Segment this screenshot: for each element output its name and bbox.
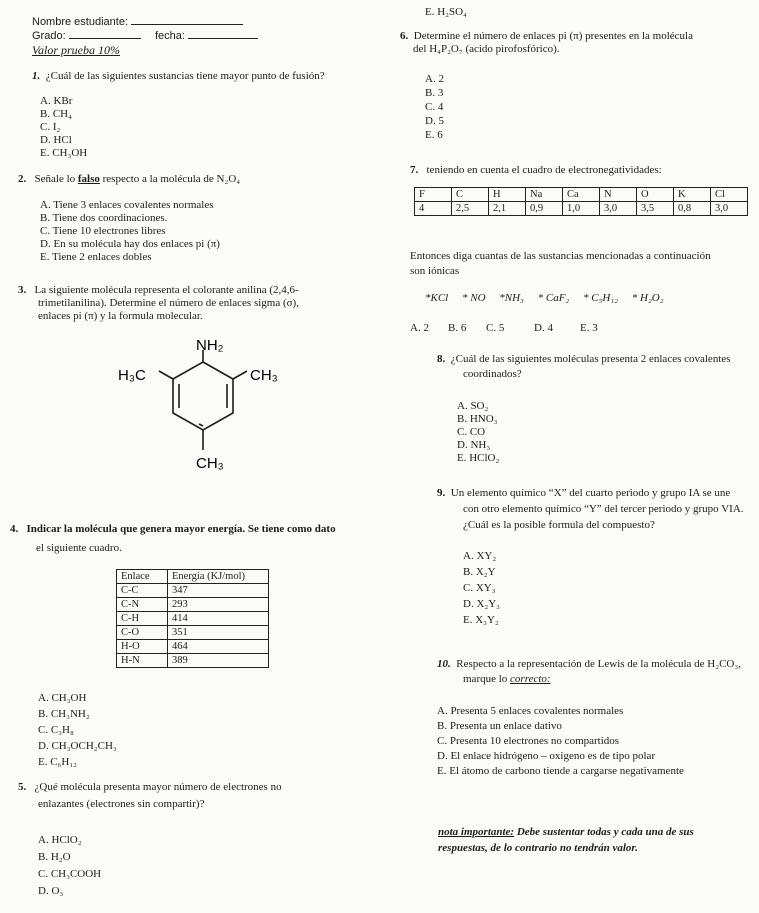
q7-option-c[interactable]: C. 5 — [486, 322, 505, 334]
q10-option-b[interactable]: B. Presenta un enlace dativo — [437, 720, 562, 732]
q4-option-a[interactable]: A. CH₃OH — [38, 692, 87, 704]
q7-option-e[interactable]: E. 3 — [580, 322, 598, 334]
element-cell: C — [452, 188, 489, 202]
table-row — [117, 598, 269, 612]
q9-option-d[interactable]: D. X₂Y₃ — [463, 598, 501, 610]
q8-option-c[interactable]: C. CO — [457, 426, 486, 438]
nh2-group: NH₂ — [196, 337, 224, 354]
question-8-line1: 8. ¿Cuál de las siguientes moléculas presenta 2 enlaces covalentes — [437, 353, 731, 365]
q2-option-a[interactable]: A. Tiene 3 enlaces covalentes normales — [40, 199, 214, 211]
table-header-row — [117, 570, 269, 584]
energy-cell: 351 — [168, 626, 269, 640]
q6-option-e[interactable]: E. 6 — [425, 129, 443, 141]
benzene-ring — [173, 362, 233, 430]
value-cell: 0,9 — [526, 202, 563, 216]
element-cell: O — [637, 188, 674, 202]
question-4: 4. Indicar la molécula que genera mayor energía. Se tiene como dato — [10, 523, 336, 535]
q4-option-e[interactable]: E. C₆H₁₂ — [38, 756, 78, 768]
grade-field[interactable] — [69, 38, 141, 39]
table-row — [117, 640, 269, 654]
grade-label: Grado: — [32, 30, 141, 43]
trimethylaniline-structure — [100, 330, 320, 490]
question-7-line1: Entonces diga cuantas de las sustancias mencionadas a continuación — [410, 250, 711, 262]
student-name-label: Nombre estudiante: — [32, 16, 243, 29]
date-field[interactable] — [188, 38, 258, 39]
element-cell: H — [489, 188, 526, 202]
element-cell: Ca — [563, 188, 600, 202]
q2-option-c[interactable]: C. Tiene 10 electrones libres — [40, 225, 166, 237]
question-7: 7. teniendo en cuenta el cuadro de electronegatividades: — [410, 164, 662, 176]
q10-option-c[interactable]: C. Presenta 10 electrones no compartidos — [437, 735, 620, 747]
question-2: 2. Señale lo falso respecto a la molécula de N₂O₄ — [18, 173, 241, 185]
q9-option-c[interactable]: C. XY₃ — [463, 582, 496, 594]
question-10-line1: 10. Respecto a la representación de Lewis de la molécula de H₂CO₃, — [437, 658, 741, 670]
energy-cell: 347 — [168, 584, 269, 598]
question-9-line2: con otro elemento químico “Y” del tercer periodo y grupo VIA. — [463, 503, 744, 515]
q1-option-a[interactable]: A. KBr — [40, 95, 73, 107]
question-7-line2: son iónicas — [410, 265, 460, 277]
energy-cell: 293 — [168, 598, 269, 612]
q6-option-a[interactable]: A. 2 — [425, 73, 444, 85]
date-label: fecha: — [155, 30, 258, 43]
question-3-line3: enlaces pi (π) y la formula molecular. — [38, 310, 203, 322]
element-cell: F — [415, 188, 452, 202]
question-8-line2: coordinados? — [463, 368, 522, 380]
bond-cell: C-O — [117, 626, 168, 640]
q8-option-b[interactable]: B. HNO₃ — [457, 413, 498, 425]
value-cell: 3,0 — [600, 202, 637, 216]
q1-option-d[interactable]: D. HCl — [40, 134, 72, 146]
table-row — [117, 654, 269, 668]
table-row — [117, 612, 269, 626]
value-cell: 3,0 — [711, 202, 748, 216]
question-5-line1: 5. ¿Qué molécula presenta mayor número de electrones no — [18, 781, 282, 793]
q8-option-d[interactable]: D. NH₃ — [457, 439, 491, 451]
table-row — [117, 584, 269, 598]
value-cell: 4 — [415, 202, 452, 216]
ch3-right-group: CH₃ — [250, 367, 278, 384]
q7-substances-list: *KCl * NO *NH₃ * CaF₂ * C₅H₁₂ * H₂O₂ — [425, 292, 664, 304]
element-cell: Na — [526, 188, 563, 202]
q6-option-b[interactable]: B. 3 — [425, 87, 444, 99]
q10-option-d[interactable]: D. El enlace hidrógeno – oxigeno es de tipo polar — [437, 750, 656, 762]
bond-cell: H-O — [117, 640, 168, 654]
question-6-line2: del H₄P₂O₇ (acido pirofosfórico). — [413, 43, 560, 55]
bond-cell: C-H — [117, 612, 168, 626]
question-9-line1: 9. Un elemento químico “X” del cuarto periodo y grupo IA se une — [437, 487, 731, 499]
element-cell: Cl — [711, 188, 748, 202]
q4-option-c[interactable]: C. C₃H₈ — [38, 724, 74, 736]
q5-option-e[interactable]: E. H₂SO₄ — [425, 6, 467, 18]
value-cell: 1,0 — [563, 202, 600, 216]
q8-option-a[interactable]: A. SO₂ — [457, 400, 489, 412]
question-3-line1: 3. La siguiente molécula representa el colorante anilina (2,4,6- — [18, 284, 299, 296]
bond-cell: H-N — [117, 654, 168, 668]
student-name-field[interactable] — [131, 24, 243, 25]
q1-option-c[interactable]: C. I₂ — [40, 121, 61, 133]
q6-option-c[interactable]: C. 4 — [425, 101, 444, 113]
q2-option-b[interactable]: B. Tiene dos coordinaciones. — [40, 212, 168, 224]
exam-title: Valor prueba 10% — [32, 43, 120, 57]
energy-cell: 414 — [168, 612, 269, 626]
q1-option-e[interactable]: E. CH₃OH — [40, 147, 88, 159]
q7-option-b[interactable]: B. 6 — [448, 322, 467, 334]
q10-option-a[interactable]: A. Presenta 5 enlaces covalentes normales — [437, 705, 624, 717]
bond-energy-table — [116, 569, 269, 668]
header-energy: Energía (KJ/mol) — [168, 570, 269, 584]
important-note-line2: respuestas, de lo contrario no tendrán valor. — [438, 842, 638, 854]
element-cell: K — [674, 188, 711, 202]
q9-option-e[interactable]: E. X₃Y₂ — [463, 614, 499, 626]
bond-cell: C-N — [117, 598, 168, 612]
energy-cell: 389 — [168, 654, 269, 668]
question-9-line3: ¿Cuál es la posible formula del compuesto? — [463, 519, 655, 531]
q5-option-a[interactable]: A. HClO₂ — [38, 834, 82, 846]
question-6-line1: 6. Determine el número de enlaces pi (π) presentes en la molécula — [400, 30, 693, 42]
q9-option-a[interactable]: A. XY₂ — [463, 550, 497, 562]
table-row — [117, 626, 269, 640]
q4-option-b[interactable]: B. CH₃NH₂ — [38, 708, 90, 720]
q7-option-d[interactable]: D. 4 — [534, 322, 553, 334]
value-cell: 2,1 — [489, 202, 526, 216]
q10-option-e[interactable]: E. El átomo de carbono tiende a cargarse negativamente — [437, 765, 684, 777]
q5-option-b[interactable]: B. H₂O — [38, 851, 71, 863]
q5-option-c[interactable]: C. CH₃COOH — [38, 868, 102, 880]
bond-cell: C-C — [117, 584, 168, 598]
q8-option-e[interactable]: E. HClO₂ — [457, 452, 500, 464]
electronegativity-table — [414, 187, 748, 216]
header-bond: Enlace — [117, 570, 168, 584]
value-row — [415, 202, 748, 216]
q2-option-d[interactable]: D. En su molécula hay dos enlaces pi (π) — [40, 238, 220, 250]
value-cell: 2,5 — [452, 202, 489, 216]
question-5-line2: enlazantes (electrones sin compartir)? — [38, 798, 205, 810]
question-1: 1. ¿Cuál de las siguientes sustancias tiene mayor punto de fusión? — [32, 70, 325, 82]
question-3-line2: trimetilanilina). Determine el número de enlaces sigma (σ), — [38, 297, 299, 309]
q5-option-d[interactable]: D. O₃ — [38, 885, 64, 897]
question-4-line2: el siguiente cuadro. — [36, 542, 122, 554]
value-cell: 3,5 — [637, 202, 674, 216]
h3c-group: H₃C — [118, 367, 146, 384]
q9-option-b[interactable]: B. X₂Y — [463, 566, 496, 578]
element-row — [415, 188, 748, 202]
important-note-line1: nota importante: Debe sustentar todas y cada una de sus — [438, 826, 694, 838]
q2-option-e[interactable]: E. Tiene 2 enlaces dobles — [40, 251, 152, 263]
energy-cell: 464 — [168, 640, 269, 654]
q6-option-d[interactable]: D. 5 — [425, 115, 444, 127]
q1-option-b[interactable]: B. CH₄ — [40, 108, 72, 120]
question-10-line2: marque lo correcto: — [463, 673, 551, 685]
value-cell: 0,8 — [674, 202, 711, 216]
q7-option-a[interactable]: A. 2 — [410, 322, 429, 334]
ch3-bottom-group: CH₃ — [196, 455, 224, 472]
q4-option-d[interactable]: D. CH₃OCH₂CH₃ — [38, 740, 117, 752]
element-cell: N — [600, 188, 637, 202]
